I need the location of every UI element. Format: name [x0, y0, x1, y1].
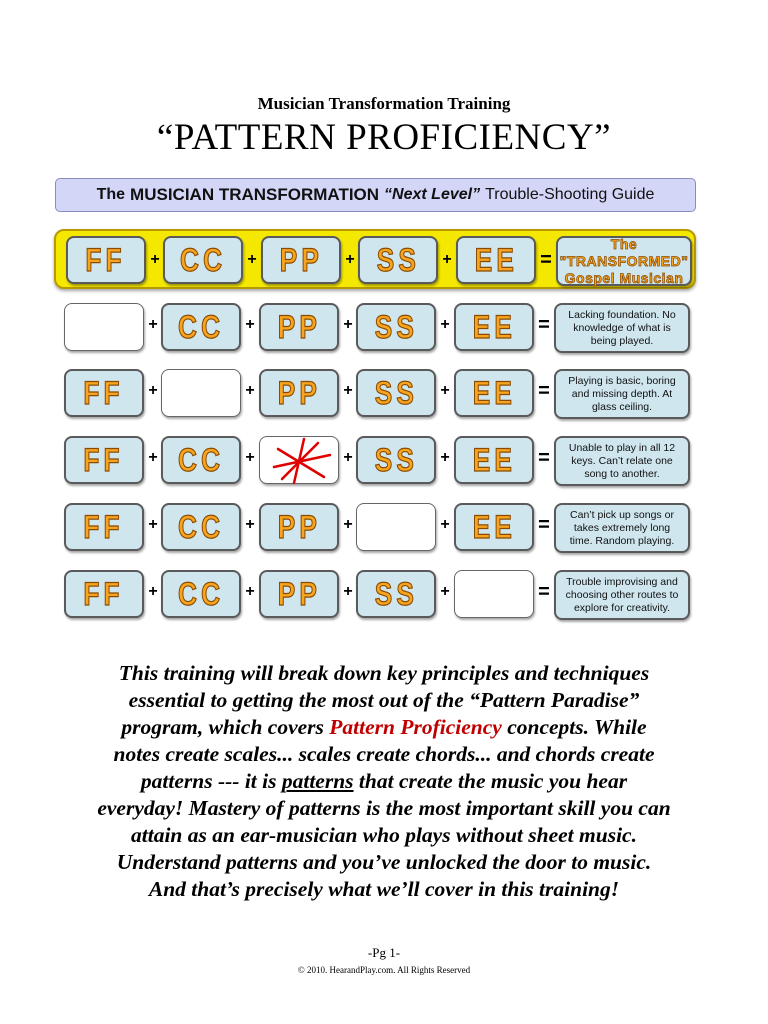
empty-formula-cell: [454, 570, 534, 618]
plus-sign: +: [245, 382, 255, 399]
formula-row-missing-ee: [54, 563, 696, 623]
plus-sign: +: [245, 316, 255, 333]
formula-cell: EE: [454, 303, 534, 351]
empty-formula-cell: [356, 503, 436, 551]
formula-cell: PP: [259, 570, 339, 618]
formula-row-transformed: [54, 229, 696, 289]
plus-sign: +: [247, 251, 257, 268]
formula-cell: CC: [161, 503, 241, 551]
formula-cell: FF: [64, 570, 144, 618]
plus-sign: +: [440, 449, 450, 466]
formula-row-missing-cc: [54, 362, 696, 422]
result-title: The "TRANSFORMED": [559, 235, 689, 269]
plus-sign: +: [440, 382, 450, 399]
banner-text-musician-transformation: MUSICIAN TRANSFORMATION: [130, 185, 380, 204]
result-box-transformed: [556, 236, 692, 286]
banner-text-guide: Trouble-Shooting Guide: [485, 186, 655, 203]
patterns-underlined: patterns: [281, 769, 354, 793]
document-title: “PATTERN PROFICIENCY”: [156, 117, 612, 158]
plus-sign: +: [440, 516, 450, 533]
plus-sign: +: [245, 583, 255, 600]
equals-sign: =: [540, 249, 552, 271]
pattern-proficiency-highlight: Pattern Proficiency: [329, 715, 502, 739]
equals-sign: =: [538, 514, 550, 536]
equals-sign: =: [538, 380, 550, 402]
formula-cell: EE: [456, 236, 536, 284]
plus-sign: +: [150, 251, 160, 268]
formula-cell: FF: [64, 503, 144, 551]
plus-sign: +: [440, 583, 450, 600]
formula-cell: FF: [64, 369, 144, 417]
plus-sign: +: [245, 449, 255, 466]
plus-sign: +: [442, 251, 452, 268]
formula-row-missing-ss: [54, 496, 696, 556]
formula-cell: CC: [161, 436, 241, 484]
red-scribble-star-icon: [260, 437, 340, 485]
formula-cell: PP: [261, 236, 341, 284]
equals-sign: =: [538, 447, 550, 469]
formula-row-missing-ff: [54, 296, 696, 356]
document-subtitle: Musician Transformation Training: [257, 94, 511, 113]
plus-sign: +: [148, 382, 158, 399]
formula-cell: FF: [66, 236, 146, 284]
intro-text: This training will break down key principles and techniques essential to getting the most out of the “Pattern Paradise” program, which covers: [118, 661, 650, 739]
plus-sign: +: [343, 516, 353, 533]
result-box: Lacking foundation. No knowledge of what is being played.: [554, 303, 690, 353]
plus-sign: +: [343, 316, 353, 333]
formula-cell: SS: [358, 236, 438, 284]
formula-cell: EE: [454, 503, 534, 551]
formula-cell: PP: [259, 503, 339, 551]
equals-sign: =: [538, 581, 550, 603]
result-box: Playing is basic, boring and missing depth. At glass ceiling.: [554, 369, 690, 419]
formula-cell: EE: [454, 436, 534, 484]
formula-cell: CC: [161, 303, 241, 351]
formula-cell: SS: [356, 369, 436, 417]
page-number: -Pg 1-: [367, 945, 401, 960]
plus-sign: +: [343, 449, 353, 466]
intro-text: that create the music you hear everyday! Mastery of patterns is the most important skill you can attain as an ear-musician who plays without sheet music. Understand patterns and you’ve unlocked the door to music. And that’s precisely what we’ll cover in this training!: [97, 769, 671, 901]
plus-sign: +: [148, 316, 158, 333]
plus-sign: +: [148, 516, 158, 533]
result-box: Trouble improvising and choosing other routes to explore for creativity.: [554, 570, 690, 620]
result-box: Can’t pick up songs or takes extremely long time. Random playing.: [554, 503, 690, 553]
plus-sign: +: [343, 382, 353, 399]
formula-cell: PP: [259, 369, 339, 417]
equals-sign: =: [538, 314, 550, 336]
copyright-notice: © 2010. HearandPlay.com. All Rights Reserved: [297, 965, 471, 975]
plus-sign: +: [440, 316, 450, 333]
banner-text-the: The: [96, 186, 126, 203]
result-subtitle: Gospel Musician: [564, 269, 684, 286]
formula-cell: EE: [454, 369, 534, 417]
plus-sign: +: [345, 251, 355, 268]
empty-formula-cell: [259, 436, 339, 484]
formula-cell: PP: [259, 303, 339, 351]
empty-formula-cell: [161, 369, 241, 417]
intro-text: concepts. While notes create scales... scales create chords... and chords create patterns --- it is: [113, 715, 655, 793]
formula-cell: SS: [356, 303, 436, 351]
formula-cell: SS: [356, 436, 436, 484]
formula-cell: CC: [161, 570, 241, 618]
intro-paragraph: [96, 660, 672, 903]
guide-banner: [55, 178, 696, 212]
banner-text-next-level: “Next Level”: [384, 186, 481, 203]
plus-sign: +: [343, 583, 353, 600]
formula-cell: CC: [163, 236, 243, 284]
plus-sign: +: [245, 516, 255, 533]
formula-cell: FF: [64, 436, 144, 484]
plus-sign: +: [148, 583, 158, 600]
empty-formula-cell: [64, 303, 144, 351]
formula-row-missing-pp: [54, 429, 696, 489]
result-box: Unable to play in all 12 keys. Can’t relate one song to another.: [554, 436, 690, 486]
formula-cell: SS: [356, 570, 436, 618]
plus-sign: +: [148, 449, 158, 466]
